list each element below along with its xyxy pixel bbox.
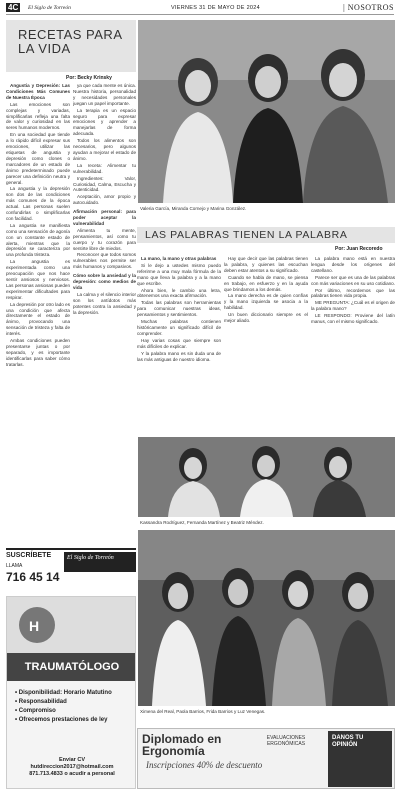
body-paragraph: Si le dejo a ustedes mismo puedo referirme a una muy mala fórmula de la mano que lleva la palabra y a la mano que escribe. <box>137 262 221 286</box>
call-label: LLAMA <box>6 563 23 569</box>
subscribe-ad[interactable] <box>6 548 136 594</box>
body-paragraph: La mano derecha es de quien confías y la mano izquierda se asocia a la habilidad. <box>224 293 308 311</box>
trauma-title: TRAUMATÓLOGO <box>7 653 136 681</box>
diplomado-title-line2: Ergonomía <box>142 744 205 758</box>
article-column-2 <box>224 256 308 431</box>
body-paragraph: La angustia es experimentada como una preocupación que nos hace sentir ansiosos y nerviosos. Las personas ansiosas pueden experimentar dificultades para respirar. <box>6 259 70 300</box>
benefit-item: • Compromiso <box>15 708 56 714</box>
newspaper-logo: El Siglo de Torreón <box>64 552 136 572</box>
recipe-subhead-3: Cómo sobre la ansiedad y la depresión: como medios de vida <box>73 273 136 290</box>
body-paragraph: Parece ser que es una de las palabras con más variaciones en su uso cotidiano. <box>311 274 395 286</box>
photo-three-women-middle <box>138 437 395 517</box>
body-paragraph: La angustia se manifiesta como una sensación de agonía con un constante estado de alerta, mientras que la depresión se caracteriza por una profunda tristeza. <box>6 222 70 258</box>
body-paragraph: Hay varias cosas que siempre son más difíciles de explicar. <box>137 337 221 349</box>
body-paragraph: La terapia es un espacio seguro para expresar emociones y aprender a manejarlas de forma adecuada. <box>73 107 136 137</box>
diplomado-ad[interactable] <box>137 728 395 789</box>
diplomado-title <box>142 733 221 757</box>
body-paragraph: Todas las palabras son herramientas para comunicar nuestras ideas, pensamientos y sentimientos. <box>137 300 221 318</box>
body-paragraph: La receta: Alimentar tu vulnerabilidad. <box>73 162 136 174</box>
evaluaciones-text: EVALUACIONES ERGONÓMICAS <box>266 735 306 747</box>
recipe-column-1 <box>6 83 70 543</box>
issue-date: VIERNES 31 DE MAYO DE 2024 <box>171 5 261 11</box>
trauma-contact <box>7 757 136 778</box>
opinion-box: DANOS TU OPINIÓN <box>328 731 392 787</box>
contact-phone[interactable]: 871.713.4833 o acudir a personal <box>29 771 115 777</box>
recipe-title-line2: LA VIDA <box>18 41 71 56</box>
hospital-logo-area <box>7 597 136 653</box>
article-byline: Por: Juan Recoredo <box>335 246 383 252</box>
article-title: LAS PALABRAS TIENEN LA PALABRA <box>145 229 348 241</box>
recipe-byline: Por: Becky Krinsky <box>66 75 112 81</box>
body-paragraph: Ambas condiciones pueden presentarse juntas o por separado, y es importante identificarlas para saber cómo tratarlas. <box>6 338 70 367</box>
page-number: 4C <box>8 3 19 12</box>
recipe-column-2 <box>73 83 136 543</box>
trauma-benefits-list <box>15 689 112 725</box>
body-paragraph: Aceptación, amor propio y autocuidado. <box>73 194 136 206</box>
body-paragraph: La calma y el silencio interior son los antídotos más potentes contra la ansiedad y la depresión. <box>73 291 136 315</box>
body-paragraph: Muchas palabras contienen históricamente un significado difícil de comprender. <box>137 319 221 336</box>
photo1-caption: Valeria García, Miranda Cornejo y Marina González. <box>140 206 247 211</box>
benefit-item: • Responsabilidad <box>15 699 67 705</box>
body-paragraph: Y la palabra mano es sin duda una de las más antiguas de nuestro idioma. <box>137 350 221 362</box>
body-paragraph: Las emociones son complejas y variadas, simplificarlas refleja una falta de valor y curiosidad en las seres humanos modernos. <box>6 101 70 131</box>
body-paragraph: LE RESPONDO: Proviene del latín manus, con el mismo significado. <box>311 313 395 325</box>
section-name: | NOSOTROS <box>343 3 394 12</box>
body-paragraph: Ahora bien, le cambio una letra, obtenemos una exacta afirmación. <box>137 287 221 299</box>
benefit-item: • Disponibilidad: Horario Matutino <box>15 690 112 696</box>
body-paragraph: La depresión por otro lado es una condición que afecta directamente el estado de ánimo, provocando una sensación de tristeza y falta de interés. <box>6 301 70 337</box>
recipe-title-line1: RECETAS PARA <box>18 27 123 42</box>
svg-text:H: H <box>29 618 40 634</box>
body-paragraph: Reconocer que todos somos vulnerables nos permite ser más humanos y compasivos. <box>73 252 136 270</box>
newspaper-name: El Siglo de Torreón <box>28 5 71 11</box>
photo2-caption: Kassandra Rodríguez, Fernanda Martínez y Beatriz Méndez. <box>140 520 264 525</box>
body-paragraph: Por último, recordemos que las palabras tienen vida propia. <box>311 287 395 299</box>
body-paragraph: En una sociedad que tiende a lo rápido difícil expresar sus emociones, utilizar las etiquetas de angustia y depresión como clones o marcadores de un estado de ánimo predeterminado puede parecer una definición neutra y general. <box>6 132 70 185</box>
benefit-item: • Ofrecemos prestaciones de ley <box>15 717 108 723</box>
subscribe-label: SUSCRÍBETE <box>6 552 52 559</box>
photo-three-women-top <box>138 20 395 203</box>
body-paragraph: La angustia y la depresión son dos de las condiciones más comunes de la época actual. Las personas suelen confundirlas o simplificarlas con facilidad. <box>6 186 70 221</box>
page-header <box>6 3 394 15</box>
inscripciones-text: Inscripciones 40% de descuento <box>146 760 263 770</box>
traumatologist-ad[interactable] <box>6 596 136 789</box>
article-column-1 <box>137 256 221 431</box>
article-column-3 <box>311 256 395 431</box>
contact-email[interactable]: hutdireccion2017@hotmail.com <box>30 764 114 770</box>
diplomado-title-line1: Diplomado en <box>142 732 222 746</box>
body-paragraph: Cuando se habla de mano, se piensa en trabajo, en esfuerzo y en la ayuda que brindamos a los demás. <box>224 274 308 292</box>
photo3-caption: Ximena del Real, Paola Barrios, Frida Barrios y Luz Venegas. <box>140 709 266 714</box>
body-paragraph: Alimenta tu mente, pensamientos, así como tu cuerpo y tu corazón para sentirte libre de miedos. <box>73 227 136 251</box>
body-paragraph: La palabra mano está en nuestra lengua desde los orígenes del castellano. <box>311 256 395 273</box>
body-paragraph: Ingredientes: Valor, Curiosidad, Calma, Escucha y Autenticidad. <box>73 175 136 193</box>
recipe-column-header <box>6 20 136 72</box>
body-paragraph: Hay que decir que las palabras tienen la palabra, y quienes las escuchan deben estar atentos a su significado. <box>224 256 308 273</box>
lead-paragraph: La mano, la mano y otras palabras <box>141 256 217 261</box>
recipe-col2-intro: ya que cada mente es única. Nuestra historia, personalidad y necesidades personales juegan un papel importante. <box>73 83 136 106</box>
lead-paragraph: Angustia y Depresión: Las Condiciones Más Comunes de Nuestra Época <box>6 83 70 100</box>
recipe-subhead-2: Afirmación personal: para poder aceptar la vulnerabilidad <box>73 209 136 226</box>
recipe-title <box>6 20 136 56</box>
body-paragraph: Un buen diccionario siempre es el mejor aliado. <box>224 312 308 324</box>
article-banner <box>137 227 395 243</box>
body-paragraph: Todos los alimentos son necesarios, pero algunos ayudan a mejorar el estado de ánimo. <box>73 138 136 161</box>
subscribe-phone[interactable]: 716 45 14 <box>6 570 60 584</box>
body-paragraph: ME PREGUNTA: ¿Cuál es el origen de la palabra mano? <box>311 300 395 312</box>
send-cv-label: Enviar CV <box>59 757 85 763</box>
photo-four-women-bottom <box>138 530 395 706</box>
